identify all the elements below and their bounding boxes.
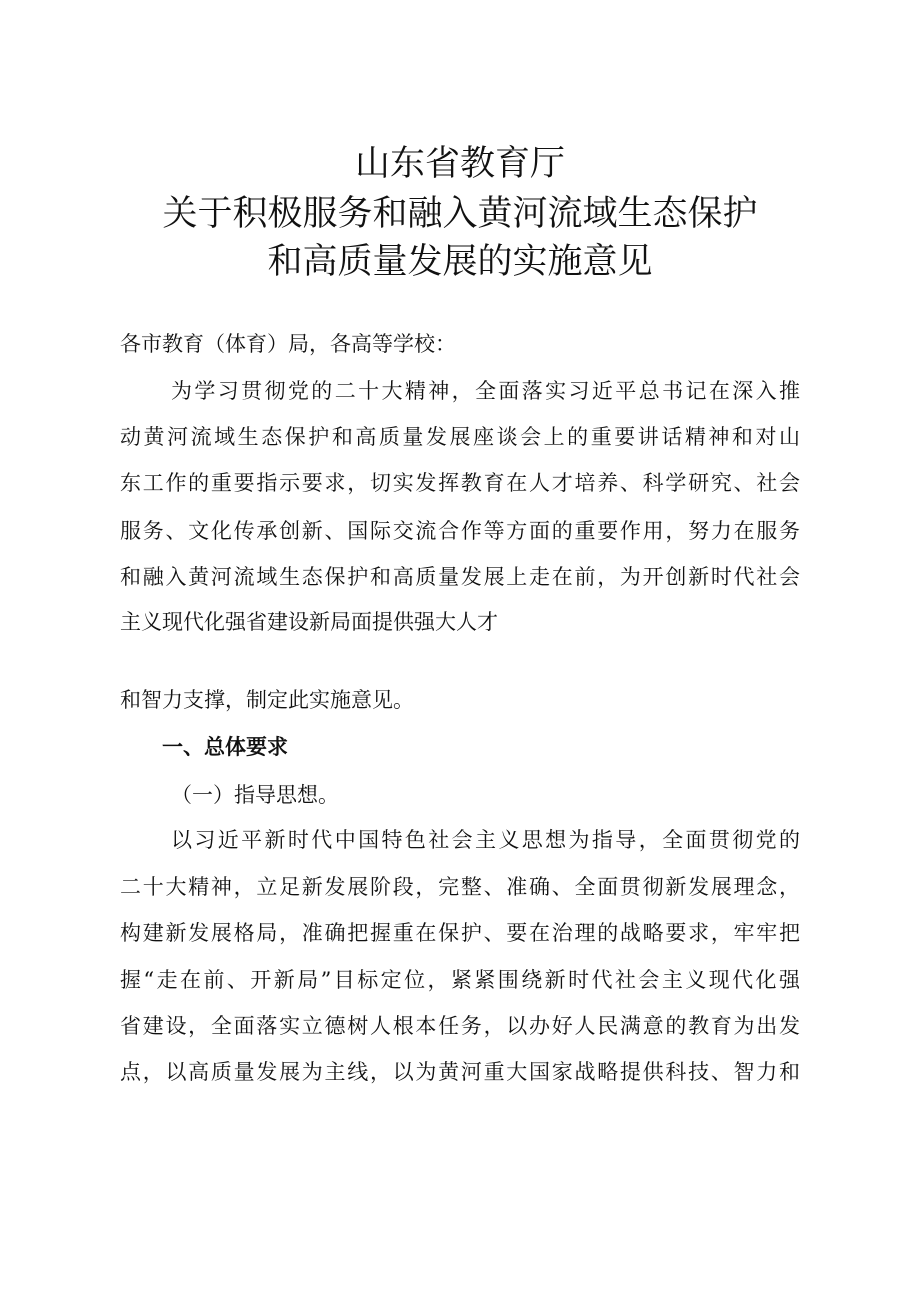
salutation: 各市教育（体育）局，各高等学校： xyxy=(120,332,456,356)
body-line-4: 握“走在前、开新局”目标定位，紧紧围绕新时代社会主义现代化强 xyxy=(120,968,800,992)
document-title-line-1: 山东省教育厅 xyxy=(354,144,565,184)
intro-line-2: 动黄河流域生态保护和高质量发展座谈会上的重要讲话精神和对山 xyxy=(120,425,800,449)
body-line-5: 省建设，全面落实立德树人根本任务，以办好人民满意的教育为出发 xyxy=(120,1014,800,1038)
intro-line-1: 为学习贯彻党的二十大精神，全面落实习近平总书记在深入推 xyxy=(171,379,800,403)
document-title-line-3: 和高质量发展的实施意见 xyxy=(267,242,653,282)
intro-line-4: 服务、文化传承创新、国际交流合作等方面的重要作用，努力在服务 xyxy=(120,519,800,543)
body-line-2: 二十大精神，立足新发展阶段，完整、准确、全面贯彻新发展理念， xyxy=(120,875,800,899)
intro-line-3: 东工作的重要指示要求，切实发挥教育在人才培养、科学研究、社会 xyxy=(120,471,800,495)
document-title-line-2: 关于积极服务和融入黄河流域生态保护 xyxy=(162,194,758,234)
body-line-3: 构建新发展格局，准确把握重在保护、要在治理的战略要求，牢牢把 xyxy=(120,921,800,945)
intro-line-6: 主义现代化强省建设新局面提供强大人才 xyxy=(120,610,498,634)
section-heading-overall-requirements: 一、总体要求 xyxy=(162,735,288,759)
intro-line-7: 和智力支撑，制定此实施意见。 xyxy=(120,688,414,712)
body-line-1: 以习近平新时代中国特色社会主义思想为指导，全面贯彻党的 xyxy=(171,828,800,852)
intro-line-5: 和融入黄河流域生态保护和高质量发展上走在前，为开创新时代社会 xyxy=(120,565,800,589)
subsection-heading-guiding-thought: （一）指导思想。 xyxy=(171,783,339,807)
body-line-6: 点，以高质量发展为主线，以为黄河重大国家战略提供科技、智力和 xyxy=(120,1060,800,1084)
